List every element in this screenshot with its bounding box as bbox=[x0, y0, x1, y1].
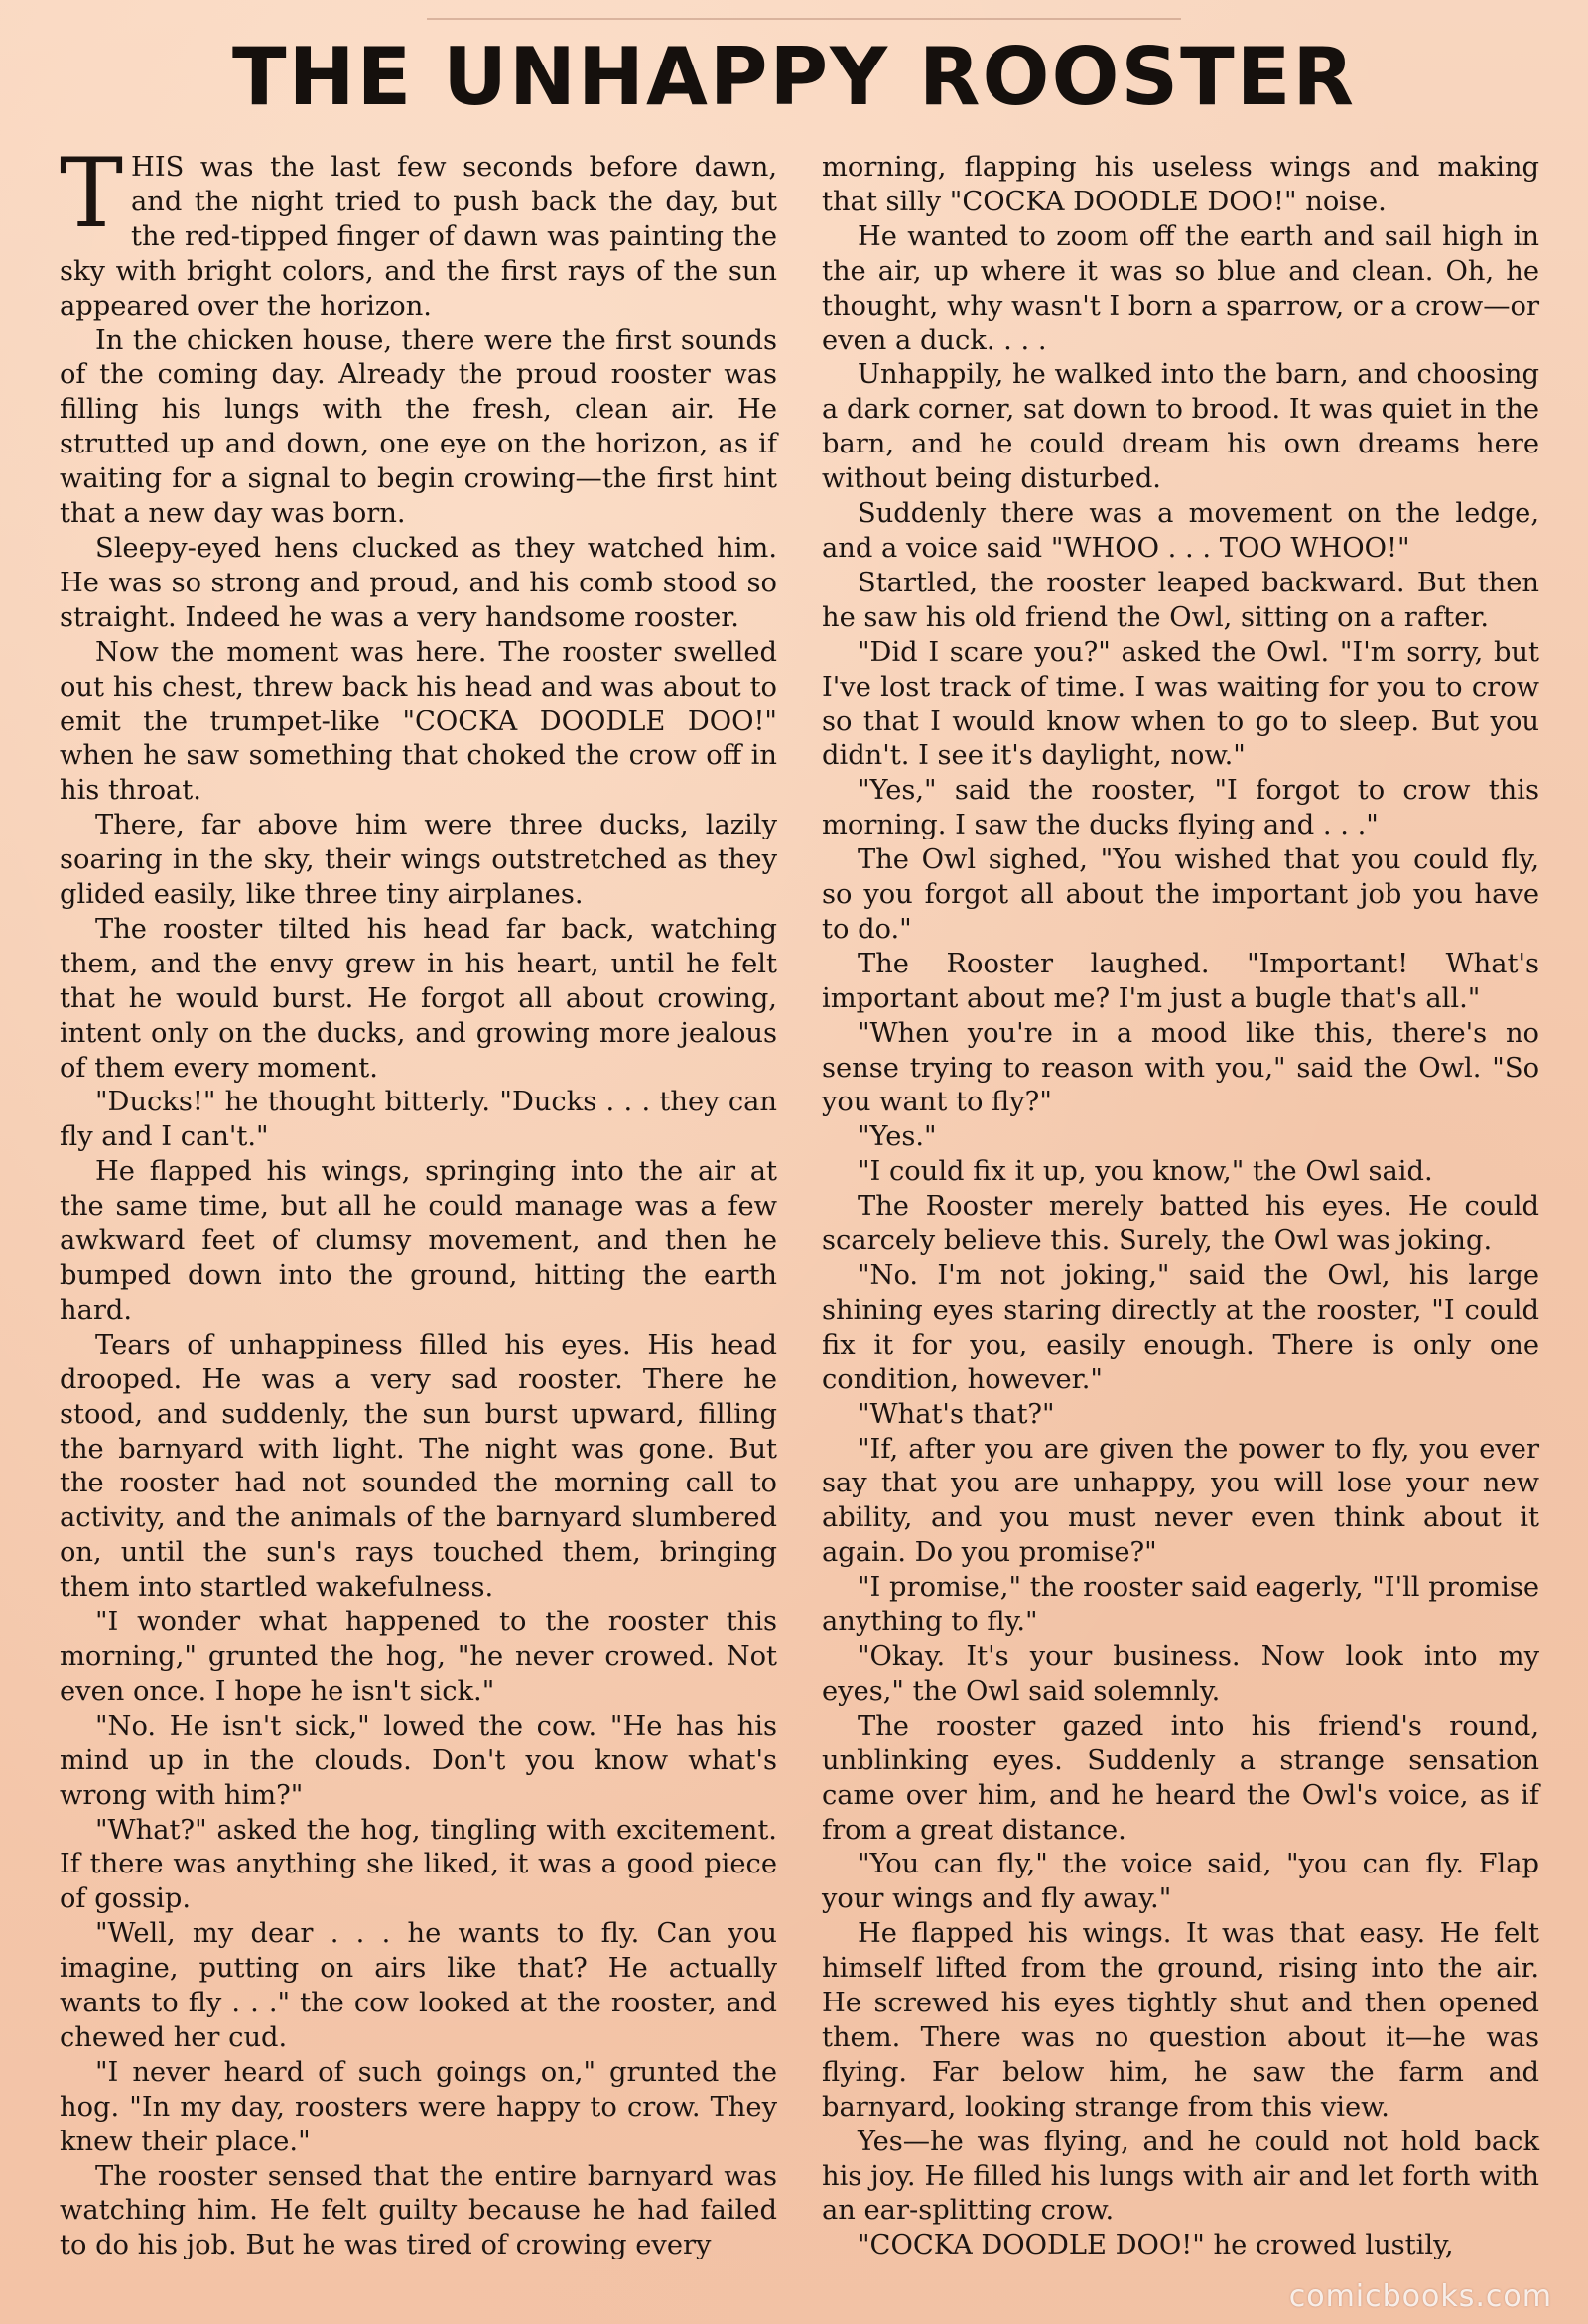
paragraph-text: Now the moment was here. The rooster swelled out his chest, threw back his head and was about to emit the trumpet-like "COCKA DOODLE DOO!" when he saw something that choked the crow off in his throat. bbox=[60, 636, 777, 807]
story-paragraph bbox=[822, 1917, 1539, 2125]
paragraph-text: "I promise," the rooster said eagerly, "I'll promise anything to fly." bbox=[822, 1572, 1539, 1638]
paragraph-text: Unhappily, he walked into the barn, and choosing a dark corner, sat down to brood. It was quiet in the barn, and he could dream his own dreams here without being disturbed. bbox=[822, 359, 1539, 495]
paragraph-text: Suddenly there was a movement on the ledge, and a voice said "WHOO . . . TOO WHOO!" bbox=[822, 498, 1539, 564]
story-paragraph bbox=[822, 2229, 1539, 2263]
story-paragraph bbox=[60, 138, 777, 324]
paragraph-text: He flapped his wings. It was that easy. He felt himself lifted from the ground, rising into the air. He screwed his eyes tightly shut and then opened them. There was no question about it—he was flying. Far below him, he saw the farm and barnyard, looking strange from this view. bbox=[822, 1918, 1539, 2123]
story-paragraph bbox=[822, 220, 1539, 359]
story-paragraph bbox=[822, 843, 1539, 948]
paragraph-text: The rooster tilted his head far back, watching them, and the envy grew in his heart, until he felt that he would burst. He forgot all about crowing, intent only on the ducks, and growing more jealous of them every moment. bbox=[60, 913, 777, 1084]
story-paragraph bbox=[60, 2056, 777, 2160]
story-paragraph bbox=[822, 636, 1539, 775]
paragraph-text: The rooster gazed into his friend's round, unblinking eyes. Suddenly a strange sensation came over him, and he heard the Owl's voice, as if from a great distance. bbox=[822, 1710, 1539, 1846]
paragraph-text: The Owl sighed, "You wished that you could fly, so you forgot all about the important job you have to do." bbox=[822, 844, 1539, 945]
story-paragraph bbox=[60, 324, 777, 532]
top-rule bbox=[427, 18, 1181, 20]
left-column bbox=[60, 138, 777, 2263]
paragraph-text: "When you're in a mood like this, there's no sense trying to reason with you," said the Owl. "So you want to fly?" bbox=[822, 1017, 1539, 1118]
paragraph-text: In the chicken house, there were the first sounds of the coming day. Already the proud rooster was filling his lungs with the fresh, clean air. He strutted up and down, one eye on the horizon, as if waiting for a signal to begin crowing—the first hint that a new day was born. bbox=[60, 324, 777, 530]
story-paragraph bbox=[60, 1329, 777, 1606]
story-paragraph bbox=[822, 774, 1539, 843]
story-paragraph bbox=[822, 1155, 1539, 1190]
paragraph-text: "No. I'm not joking," said the Owl, his large shining eyes staring directly at the rooster, "I could fix it for you, easily enough. There is only one condition, however." bbox=[822, 1260, 1539, 1395]
story-paragraph bbox=[60, 1917, 777, 2056]
story-paragraph bbox=[60, 913, 777, 1087]
story-paragraph bbox=[822, 1017, 1539, 1121]
paragraph-text: "What's that?" bbox=[858, 1398, 1055, 1430]
paragraph-text: "If, after you are given the power to fly, you ever say that you are unhappy, you will lose your new ability, and you must never even think about it again. Do you promise?" bbox=[822, 1433, 1539, 1569]
paragraph-text: "Ducks!" he thought bitterly. "Ducks . . . they can fly and I can't." bbox=[60, 1087, 777, 1153]
story-paragraph bbox=[822, 567, 1539, 636]
story-paragraph bbox=[60, 532, 777, 636]
paragraph-text: Sleepy-eyed hens clucked as they watched him. He was so strong and proud, and his comb stood so straight. Indeed he was a very handsome rooster. bbox=[60, 532, 777, 633]
story-paragraph bbox=[822, 497, 1539, 567]
story-paragraph bbox=[822, 1848, 1539, 1917]
drop-cap: T bbox=[60, 138, 124, 249]
paragraph-text: "Did I scare you?" asked the Owl. "I'm sorry, but I've lost track of time. I was waiting for you to crow so that I would know when to go to sleep. But you didn't. I see it's daylight, now." bbox=[822, 636, 1539, 772]
story-paragraph bbox=[822, 1120, 1539, 1155]
paragraph-text: The Rooster laughed. "Important! What's important about me? I'm just a bugle that's all." bbox=[822, 948, 1539, 1014]
paragraph-text: "Yes," said the rooster, "I forgot to crow this morning. I saw the ducks flying and . . ." bbox=[822, 775, 1539, 841]
story-title: THE UNHAPPY ROOSTER bbox=[232, 31, 1356, 123]
story-paragraph bbox=[822, 948, 1539, 1017]
paragraph-text: "What?" asked the hog, tingling with excitement. If there was anything she liked, it was a good piece of gossip. bbox=[60, 1814, 777, 1915]
story-paragraph bbox=[822, 1571, 1539, 1640]
story-paragraph bbox=[822, 1640, 1539, 1710]
paragraph-text: "COCKA DOODLE DOO!" he crowed lustily, bbox=[858, 2230, 1454, 2261]
story-paragraph bbox=[822, 1259, 1539, 1398]
story-paragraph bbox=[60, 809, 777, 913]
story-paragraph bbox=[60, 2160, 777, 2264]
paragraph-text: "Okay. It's your business. Now look into my eyes," the Owl said solemnly. bbox=[822, 1640, 1539, 1707]
paragraph-text: "Well, my dear . . . he wants to fly. Can you imagine, putting on airs like that? He actually wants to fly . . ." the cow looked at the rooster, and chewed her cud. bbox=[60, 1918, 777, 2053]
paragraph-text: Yes—he was flying, and he could not hold back his joy. He filled his lungs with air and let forth with an ear-splitting crow. bbox=[822, 2126, 1539, 2227]
paragraph-text: morning, flapping his useless wings and making that silly "COCKA DOODLE DOO!" noise. bbox=[822, 152, 1539, 217]
story-paragraph bbox=[60, 1086, 777, 1155]
story-paragraph bbox=[60, 1606, 777, 1710]
paragraph-text: Tears of unhappiness filled his eyes. His head drooped. He was a very sad rooster. There he stood, and suddenly, the sun burst upward, filling the barnyard with light. The night was gone. But the rooster had not sounded the morning call to activity, and the animals of the barnyard slumbered on, until the sun's rays touched them, bringing them into startled wakefulness. bbox=[60, 1329, 777, 1604]
watermark: comicbooks.com bbox=[1288, 2279, 1552, 2314]
paragraph-text: The Rooster merely batted his eyes. He could scarcely believe this. Surely, the Owl was joking. bbox=[822, 1191, 1539, 1257]
paragraph-text: "I could fix it up, you know," the Owl said. bbox=[858, 1156, 1433, 1188]
paragraph-text: "You can fly," the voice said, "you can fly. Flap your wings and fly away." bbox=[822, 1849, 1539, 1915]
paragraph-text: "I wonder what happened to the rooster this morning," grunted the hog, "he never crowed. Not even once. I hope he isn't sick." bbox=[60, 1607, 777, 1707]
right-column bbox=[822, 151, 1539, 2263]
paragraph-text: He wanted to zoom off the earth and sail high in the air, up where it was so blue and clean. Oh, he thought, why wasn't I born a sparrow, or a crow—or even a duck. . . . bbox=[822, 220, 1539, 356]
story-paragraph bbox=[60, 1710, 777, 1814]
paragraph-text: The rooster sensed that the entire barnyard was watching him. He felt guilty because he had failed to do his job. But he was tired of crowing every bbox=[60, 2160, 777, 2261]
story-paragraph bbox=[822, 1433, 1539, 1572]
paragraph-text: There, far above him were three ducks, lazily soaring in the sky, their wings outstretched as they glided easily, like three tiny airplanes. bbox=[60, 810, 777, 911]
story-paragraph bbox=[60, 636, 777, 810]
paragraph-text: "No. He isn't sick," lowed the cow. "He has his mind up in the clouds. Don't you know what's wrong with him?" bbox=[60, 1710, 777, 1811]
paragraph-text: He flapped his wings, springing into the air at the same time, but all he could manage was a few awkward feet of clumsy movement, and then he bumped down into the ground, hitting the earth hard. bbox=[60, 1156, 777, 1326]
story-paragraph bbox=[822, 1190, 1539, 1259]
story-paragraph bbox=[822, 151, 1539, 220]
paragraph-text: "Yes." bbox=[858, 1121, 937, 1153]
story-paragraph bbox=[822, 2126, 1539, 2230]
paragraph-text: HIS was the last few seconds before dawn, and the night tried to push back the day, but the red-tipped finger of dawn was painting the sky with bright colors, and the first rays of the sun appeared over the horizon. bbox=[60, 152, 777, 322]
paragraph-text: "I never heard of such goings on," grunted the hog. "In my day, roosters were happy to crow. They knew their place." bbox=[60, 2056, 777, 2157]
story-paragraph bbox=[822, 358, 1539, 497]
story-paragraph bbox=[60, 1814, 777, 1918]
story-paragraph bbox=[822, 1398, 1539, 1433]
story-paragraph bbox=[60, 1155, 777, 1329]
story-paragraph bbox=[822, 1710, 1539, 1849]
paragraph-text: Startled, the rooster leaped backward. But then he saw his old friend the Owl, sitting on a rafter. bbox=[822, 567, 1539, 633]
